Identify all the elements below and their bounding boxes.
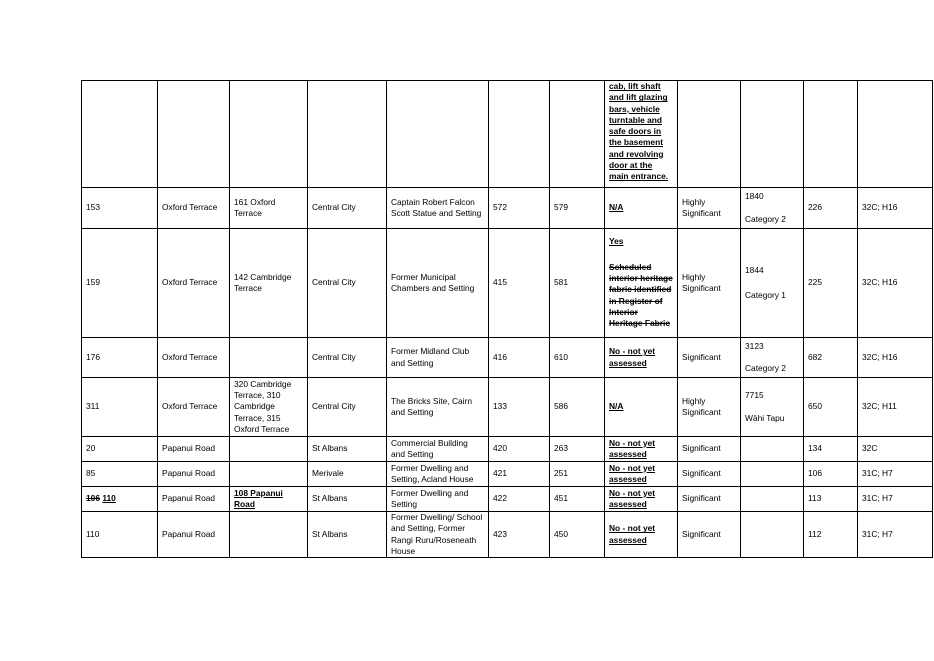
cell-area: Central City [308, 338, 387, 378]
cell-street: Oxford Terrace [158, 338, 230, 378]
cell-hnz [741, 81, 804, 188]
cell-area: Merivale [308, 462, 387, 487]
cell-c3: 225 [804, 229, 858, 338]
cell-c3: 226 [804, 188, 858, 229]
cell-significance: Highly Significant [678, 378, 741, 437]
hnz-category: Wāhi Tapu [745, 412, 785, 423]
cell-name: Former Municipal Chambers and Setting [387, 229, 489, 338]
table-row [82, 378, 933, 437]
cell-significance: Highly Significant [678, 188, 741, 229]
cell-area: Central City [308, 378, 387, 437]
cell-address: 161 Oxford Terrace [230, 188, 308, 229]
cell-hnz [741, 229, 804, 338]
cell-interior [605, 512, 678, 558]
cell-street [158, 81, 230, 188]
cell-no [82, 81, 158, 188]
cell-street: Oxford Terrace [158, 378, 230, 437]
cell-area: St Albans [308, 487, 387, 512]
interior-deleted-text: Scheduled interior heritage fabric identified in Register of Interior Heritage Fabric [609, 261, 673, 329]
cell-c2: 263 [550, 437, 605, 462]
table-row [82, 487, 933, 512]
table-row [82, 462, 933, 487]
cell-c3: 650 [804, 378, 858, 437]
cell-c1: 416 [489, 338, 550, 378]
cell-hnz [741, 487, 804, 512]
cell-hnz [741, 437, 804, 462]
no-inserted: 110 [102, 493, 116, 504]
hnz-number: 3123 [745, 340, 764, 351]
cell-c1 [489, 81, 550, 188]
hnz-number: 1844 [745, 264, 764, 275]
cell-c3: 134 [804, 437, 858, 462]
cell-maps: 32C; H11 [858, 378, 933, 437]
cell-c3: 113 [804, 487, 858, 512]
cell-maps: 31C; H7 [858, 462, 933, 487]
cell-name: Captain Robert Falcon Scott Statue and Setting [387, 188, 489, 229]
cell-no: 20 [82, 437, 158, 462]
cell-street: Papanui Road [158, 437, 230, 462]
interior-text: N/A [609, 202, 624, 213]
cell-address [230, 512, 308, 558]
cell-significance: Significant [678, 512, 741, 558]
cell-hnz [741, 188, 804, 229]
cell-c1: 572 [489, 188, 550, 229]
interior-text: No - not yet assessed [609, 462, 656, 484]
cell-name: Former Midland Club and Setting [387, 338, 489, 378]
cell-interior [605, 338, 678, 378]
cell-interior [605, 229, 678, 338]
cell-significance [678, 81, 741, 188]
hnz-category: Category 1 [745, 290, 786, 300]
cell-maps [858, 81, 933, 188]
cell-address [230, 81, 308, 188]
table-row [82, 512, 933, 558]
cell-maps: 32C; H16 [858, 229, 933, 338]
cell-name: Former Dwelling and Setting [387, 487, 489, 512]
cell-area: St Albans [308, 512, 387, 558]
cell-street: Oxford Terrace [158, 229, 230, 338]
cell-address [230, 437, 308, 462]
interior-yes: Yes [609, 236, 624, 247]
table-row [82, 437, 933, 462]
hnz-category: Category 2 [745, 213, 786, 224]
cell-address [230, 487, 308, 512]
cell-name [387, 81, 489, 188]
cell-name: Commercial Building and Setting [387, 437, 489, 462]
table-row [82, 81, 933, 188]
interior-text: cab, lift shaft and lift glazing bars, vehicle turntable and safe doors in the basement and revolving door at the main entrance. [609, 81, 669, 182]
cell-area: Central City [308, 229, 387, 338]
cell-c3: 106 [804, 462, 858, 487]
cell-c1: 423 [489, 512, 550, 558]
cell-significance: Significant [678, 462, 741, 487]
cell-significance: Significant [678, 338, 741, 378]
cell-name: Former Dwelling/ School and Setting, Former Rangi Ruru/Roseneath House [387, 512, 489, 558]
cell-c3: 112 [804, 512, 858, 558]
cell-address [230, 338, 308, 378]
cell-significance: Significant [678, 487, 741, 512]
interior-text: No - not yet assessed [609, 346, 656, 368]
cell-maps: 32C; H16 [858, 338, 933, 378]
cell-c1: 415 [489, 229, 550, 338]
hnz-number: 7715 [745, 390, 764, 401]
cell-interior [605, 378, 678, 437]
cell-street: Oxford Terrace [158, 188, 230, 229]
cell-maps: 31C; H7 [858, 512, 933, 558]
cell-area: St Albans [308, 437, 387, 462]
cell-interior [605, 81, 678, 188]
heritage-schedule-table [81, 80, 933, 558]
cell-significance: Significant [678, 437, 741, 462]
table-row [82, 188, 933, 229]
cell-c3 [804, 81, 858, 188]
cell-c2 [550, 81, 605, 188]
cell-name: Former Dwelling and Setting, Acland House [387, 462, 489, 487]
cell-c1: 420 [489, 437, 550, 462]
table-row [82, 229, 933, 338]
cell-c3: 682 [804, 338, 858, 378]
cell-maps: 31C; H7 [858, 487, 933, 512]
cell-address: 320 Cambridge Terrace, 310 Cambridge Terrace, 315 Oxford Terrace [230, 378, 308, 437]
cell-interior [605, 462, 678, 487]
cell-interior [605, 188, 678, 229]
interior-text: No - not yet assessed [609, 437, 656, 459]
no-deleted: 106 [86, 493, 100, 504]
interior-text: No - not yet assessed [609, 523, 656, 545]
cell-no: 311 [82, 378, 158, 437]
cell-no: 176 [82, 338, 158, 378]
cell-address [230, 462, 308, 487]
cell-no: 110 [82, 512, 158, 558]
cell-interior [605, 437, 678, 462]
cell-hnz [741, 378, 804, 437]
cell-significance: Highly Significant [678, 229, 741, 338]
cell-c1: 421 [489, 462, 550, 487]
cell-area: Central City [308, 188, 387, 229]
hnz-number: 1840 [745, 191, 764, 202]
cell-interior [605, 487, 678, 512]
cell-maps: 32C [858, 437, 933, 462]
cell-no: 85 [82, 462, 158, 487]
cell-maps: 32C; H16 [858, 188, 933, 229]
cell-c2: 251 [550, 462, 605, 487]
interior-text: No - not yet assessed [609, 487, 656, 509]
cell-street: Papanui Road [158, 512, 230, 558]
cell-c2: 579 [550, 188, 605, 229]
hnz-category: Category 2 [745, 363, 786, 373]
cell-address: 142 Cambridge Terrace [230, 229, 308, 338]
cell-c2: 451 [550, 487, 605, 512]
cell-street: Papanui Road [158, 487, 230, 512]
address-inserted: 108 Papanui Road [234, 487, 283, 509]
cell-area [308, 81, 387, 188]
cell-c1: 133 [489, 378, 550, 437]
cell-c1: 422 [489, 487, 550, 512]
cell-no: 159 [82, 229, 158, 338]
cell-hnz [741, 462, 804, 487]
cell-no [82, 487, 158, 512]
cell-c2: 610 [550, 338, 605, 378]
cell-name: The Bricks Site, Cairn and Setting [387, 378, 489, 437]
cell-street: Papanui Road [158, 462, 230, 487]
cell-c2: 450 [550, 512, 605, 558]
cell-hnz [741, 512, 804, 558]
cell-c2: 581 [550, 229, 605, 338]
cell-c2: 586 [550, 378, 605, 437]
table-row [82, 338, 933, 378]
interior-text: N/A [609, 401, 624, 412]
cell-hnz [741, 338, 804, 378]
cell-no: 153 [82, 188, 158, 229]
